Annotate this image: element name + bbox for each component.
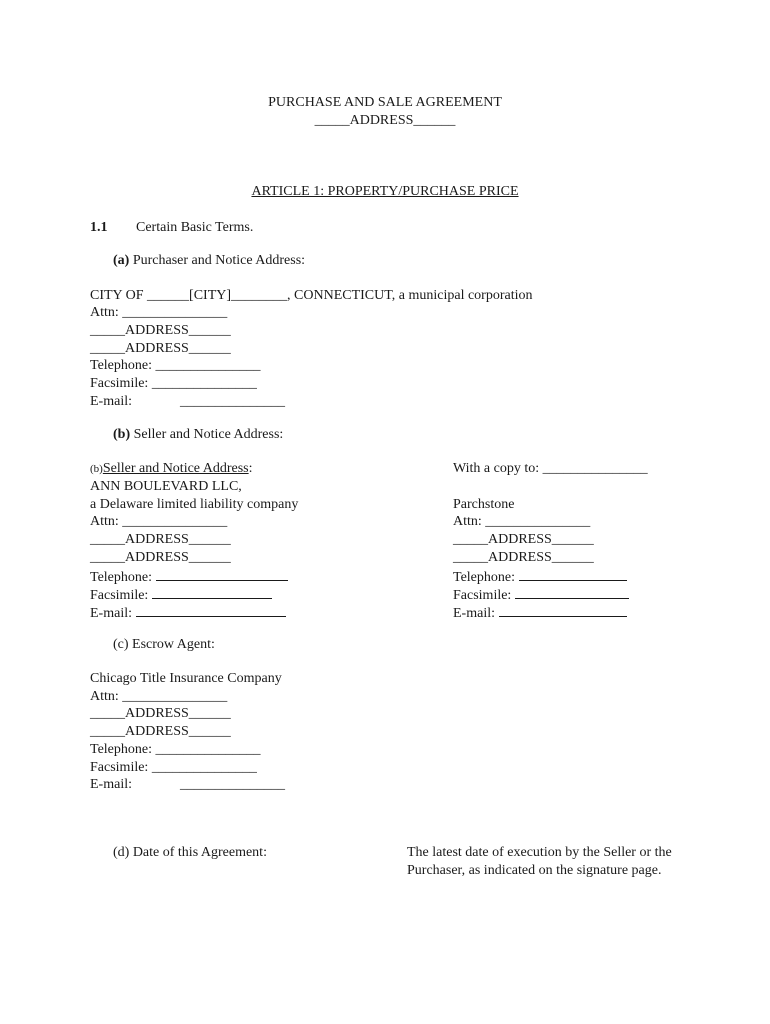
purchaser-line-facsimile: Facsimile: _______________ [90, 376, 257, 391]
seller-right-telephone-blank [519, 567, 627, 581]
escrow-line-facsimile: Facsimile: _______________ [90, 760, 257, 775]
seller-left-facsimile-blank [152, 585, 272, 599]
escrow-email-value: _______________ [180, 777, 285, 792]
escrow-line-telephone: Telephone: _______________ [90, 742, 261, 757]
purchaser-line-attn: Attn: _______________ [90, 305, 228, 320]
title-address: _____ADDRESS______ [314, 113, 456, 128]
seller-left-line-attn: Attn: _______________ [90, 514, 228, 529]
section-number: 1.1 [90, 220, 108, 235]
escrow-line-attn: Attn: _______________ [90, 689, 228, 704]
seller-left-email [90, 603, 286, 622]
article-heading-text: ARTICLE 1: PROPERTY/PURCHASE PRICE [251, 184, 519, 199]
seller-left-email-blank [136, 603, 286, 617]
seller-left-heading [90, 460, 253, 478]
seller-heading [113, 426, 283, 443]
seller-heading-text: Seller and Notice Address: [133, 427, 284, 442]
escrow-line-address-1: _____ADDRESS______ [90, 706, 231, 721]
purchaser-heading-text: Purchaser and Notice Address: [132, 253, 306, 268]
purchaser-line-telephone: Telephone: _______________ [90, 358, 261, 373]
seller-right-copy-line: With a copy to: _______________ [453, 461, 648, 476]
seller-left-heading-colon: : [248, 461, 253, 476]
seller-right-line-attn: Attn: _______________ [453, 514, 591, 529]
seller-left-telephone-blank [156, 567, 288, 581]
seller-left-telephone-label: Telephone: [90, 570, 152, 585]
seller-left-line-description: a Delaware limited liability company [90, 497, 299, 512]
escrow-heading: (c) Escrow Agent: [113, 637, 215, 652]
seller-right-email-label: E-mail: [453, 606, 495, 621]
seller-left-line-address-2: _____ADDRESS______ [90, 550, 231, 565]
purchaser-line-address-2: _____ADDRESS______ [90, 341, 231, 356]
seller-right-email-blank [499, 603, 627, 617]
date-of-agreement-label: (d) Date of this Agreement: [113, 845, 267, 860]
seller-right-line-address-1: _____ADDRESS______ [453, 532, 594, 547]
seller-left-email-label: E-mail: [90, 606, 132, 621]
seller-left-line-entity: ANN BOULEVARD LLC, [90, 479, 242, 494]
seller-right-facsimile [453, 585, 629, 604]
seller-left-facsimile-label: Facsimile: [90, 588, 149, 603]
seller-left-telephone [90, 567, 288, 586]
seller-marker: (b) [113, 427, 131, 442]
purchaser-marker: (a) [113, 253, 130, 268]
purchaser-line-address-1: _____ADDRESS______ [90, 323, 231, 338]
purchaser-heading [113, 252, 305, 269]
section-label: Certain Basic Terms. [136, 220, 254, 235]
seller-left-marker: (b) [90, 463, 103, 475]
seller-right-line-address-2: _____ADDRESS______ [453, 550, 594, 565]
document-title: PURCHASE AND SALE AGREEMENT [268, 95, 502, 110]
escrow-line-entity: Chicago Title Insurance Company [90, 671, 282, 686]
seller-right-line-entity: Parchstone [453, 497, 515, 512]
seller-right-facsimile-blank [515, 585, 629, 599]
article-heading [0, 183, 770, 200]
seller-left-heading-text: Seller and Notice Address [102, 461, 249, 476]
seller-right-telephone-label: Telephone: [453, 570, 515, 585]
seller-left-line-address-1: _____ADDRESS______ [90, 532, 231, 547]
seller-right-facsimile-label: Facsimile: [453, 588, 512, 603]
purchaser-line-entity: CITY OF ______[CITY]________, CONNECTICUT, a municipal corporation [90, 288, 533, 303]
escrow-email-label: E-mail: [90, 777, 132, 792]
date-of-agreement-value: The latest date of execution by the Seller or the Purchaser, as indicated on the signature page. [407, 845, 672, 878]
seller-right-telephone [453, 567, 627, 586]
seller-right-email [453, 603, 627, 622]
purchaser-email-value: _______________ [180, 394, 285, 409]
purchaser-email-label: E-mail: [90, 394, 132, 409]
escrow-line-address-2: _____ADDRESS______ [90, 724, 231, 739]
seller-left-facsimile [90, 585, 272, 604]
